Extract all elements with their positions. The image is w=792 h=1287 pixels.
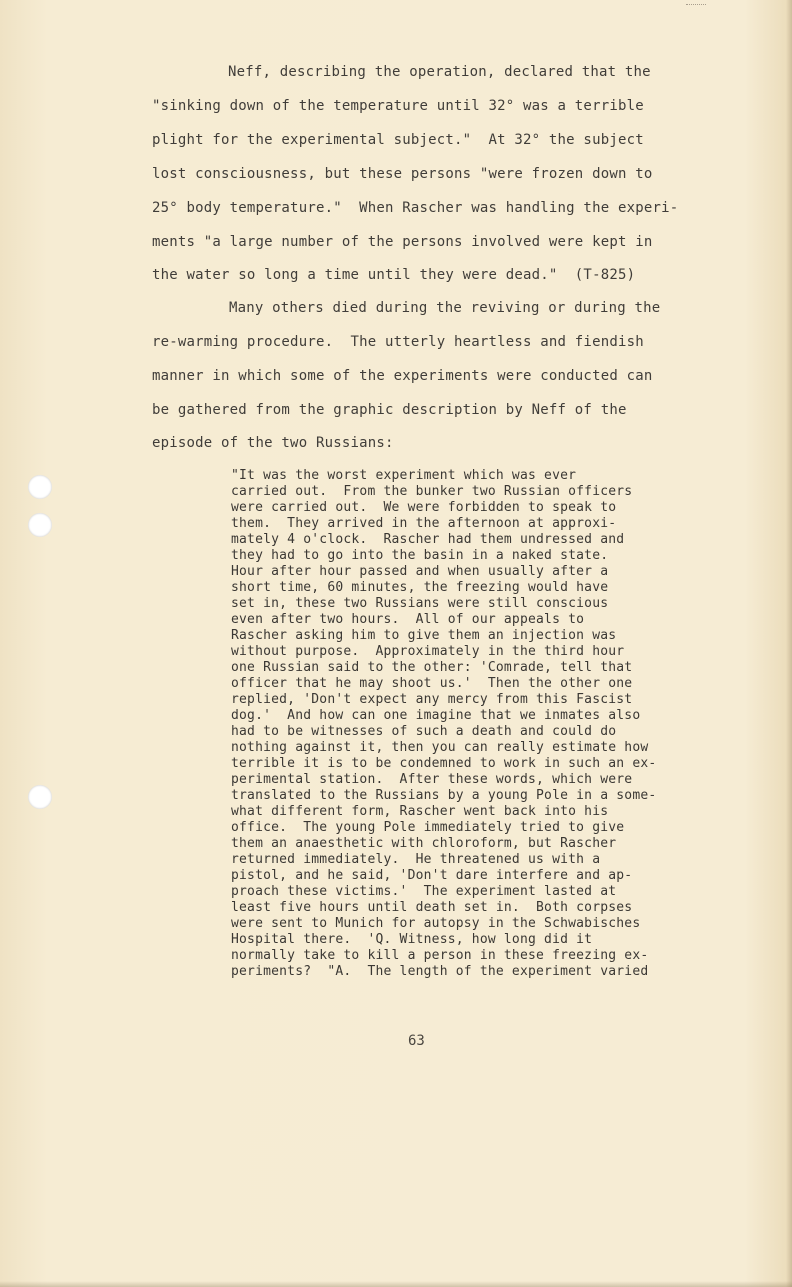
quote-line: without purpose. Approximately in the third hour bbox=[231, 644, 625, 659]
quote-line: dog.' And how can one imagine that we inmates also bbox=[231, 708, 641, 723]
quote-line: normally take to kill a person in these freezing ex- bbox=[231, 948, 649, 963]
page-number: 63 bbox=[408, 1033, 425, 1049]
quote-line: one Russian said to the other: 'Comrade, tell that bbox=[231, 660, 633, 675]
quote-line: terrible it is to be condemned to work in such an ex- bbox=[231, 756, 657, 771]
quote-line: were carried out. We were forbidden to speak to bbox=[231, 500, 617, 515]
paragraph-1-line: ments "a large number of the persons involved were kept in bbox=[152, 234, 653, 250]
quote-line: them. They arrived in the afternoon at approxi- bbox=[231, 516, 617, 531]
paragraph-2-line: episode of the two Russians: bbox=[152, 435, 394, 451]
quote-line: perimental station. After these words, which were bbox=[231, 772, 633, 787]
paragraph-1-line: "sinking down of the temperature until 32° was a terrible bbox=[152, 98, 644, 114]
paragraph-2-line: manner in which some of the experiments were conducted can bbox=[152, 368, 653, 384]
paragraph-1-line: the water so long a time until they were dead." (T-825) bbox=[152, 267, 636, 283]
quote-line: short time, 60 minutes, the freezing would have bbox=[231, 580, 609, 595]
punch-hole bbox=[28, 475, 52, 499]
quote-line: officer that he may shoot us.' Then the other one bbox=[231, 676, 633, 691]
corner-mark bbox=[686, 4, 706, 13]
quote-line: they had to go into the basin in a naked state. bbox=[231, 548, 609, 563]
quote-line: pistol, and he said, 'Don't dare interfere and ap- bbox=[231, 868, 633, 883]
quote-line: "It was the worst experiment which was ever bbox=[231, 468, 577, 483]
paragraph-1-line: lost consciousness, but these persons "were frozen down to bbox=[152, 166, 653, 182]
quote-line: Rascher asking him to give them an injection was bbox=[231, 628, 617, 643]
quote-line: carried out. From the bunker two Russian officers bbox=[231, 484, 633, 499]
quote-line: proach these victims.' The experiment lasted at bbox=[231, 884, 617, 899]
paragraph-2-line: re-warming procedure. The utterly heartless and fiendish bbox=[152, 334, 644, 350]
quote-line: them an anaesthetic with chloroform, but Rascher bbox=[231, 836, 617, 851]
paragraph-1-line: plight for the experimental subject." At 32° the subject bbox=[152, 132, 644, 148]
quote-line: least five hours until death set in. Both corpses bbox=[231, 900, 633, 915]
quote-line: were sent to Munich for autopsy in the Schwabisches bbox=[231, 916, 641, 931]
quote-line: office. The young Pole immediately tried to give bbox=[231, 820, 625, 835]
quote-line: nothing against it, then you can really estimate how bbox=[231, 740, 649, 755]
quote-line: Hospital there. 'Q. Witness, how long did it bbox=[231, 932, 593, 947]
page-edge-bottom bbox=[0, 1281, 792, 1287]
quote-line: periments? "A. The length of the experiment varied bbox=[231, 964, 649, 979]
paragraph-1-line: 25° body temperature." When Rascher was handling the experi- bbox=[152, 200, 679, 216]
quote-line: had to be witnesses of such a death and could do bbox=[231, 724, 617, 739]
page-edge-right bbox=[786, 0, 792, 1287]
quote-line: set in, these two Russians were still conscious bbox=[231, 596, 609, 611]
punch-hole bbox=[28, 513, 52, 537]
quote-line: what different form, Rascher went back into his bbox=[231, 804, 609, 819]
punch-hole bbox=[28, 785, 52, 809]
quote-line: translated to the Russians by a young Pole in a some- bbox=[231, 788, 657, 803]
paragraph-2-line: be gathered from the graphic description by Neff of the bbox=[152, 402, 627, 418]
quote-line: returned immediately. He threatened us with a bbox=[231, 852, 601, 867]
quote-line: replied, 'Don't expect any mercy from this Fascist bbox=[231, 692, 633, 707]
quote-line: Hour after hour passed and when usually after a bbox=[231, 564, 609, 579]
quote-line: mately 4 o'clock. Rascher had them undressed and bbox=[231, 532, 625, 547]
paragraph-2-line: Many others died during the reviving or during the bbox=[229, 300, 661, 316]
paragraph-1-line: Neff, describing the operation, declared that the bbox=[228, 64, 651, 80]
quote-line: even after two hours. All of our appeals to bbox=[231, 612, 585, 627]
